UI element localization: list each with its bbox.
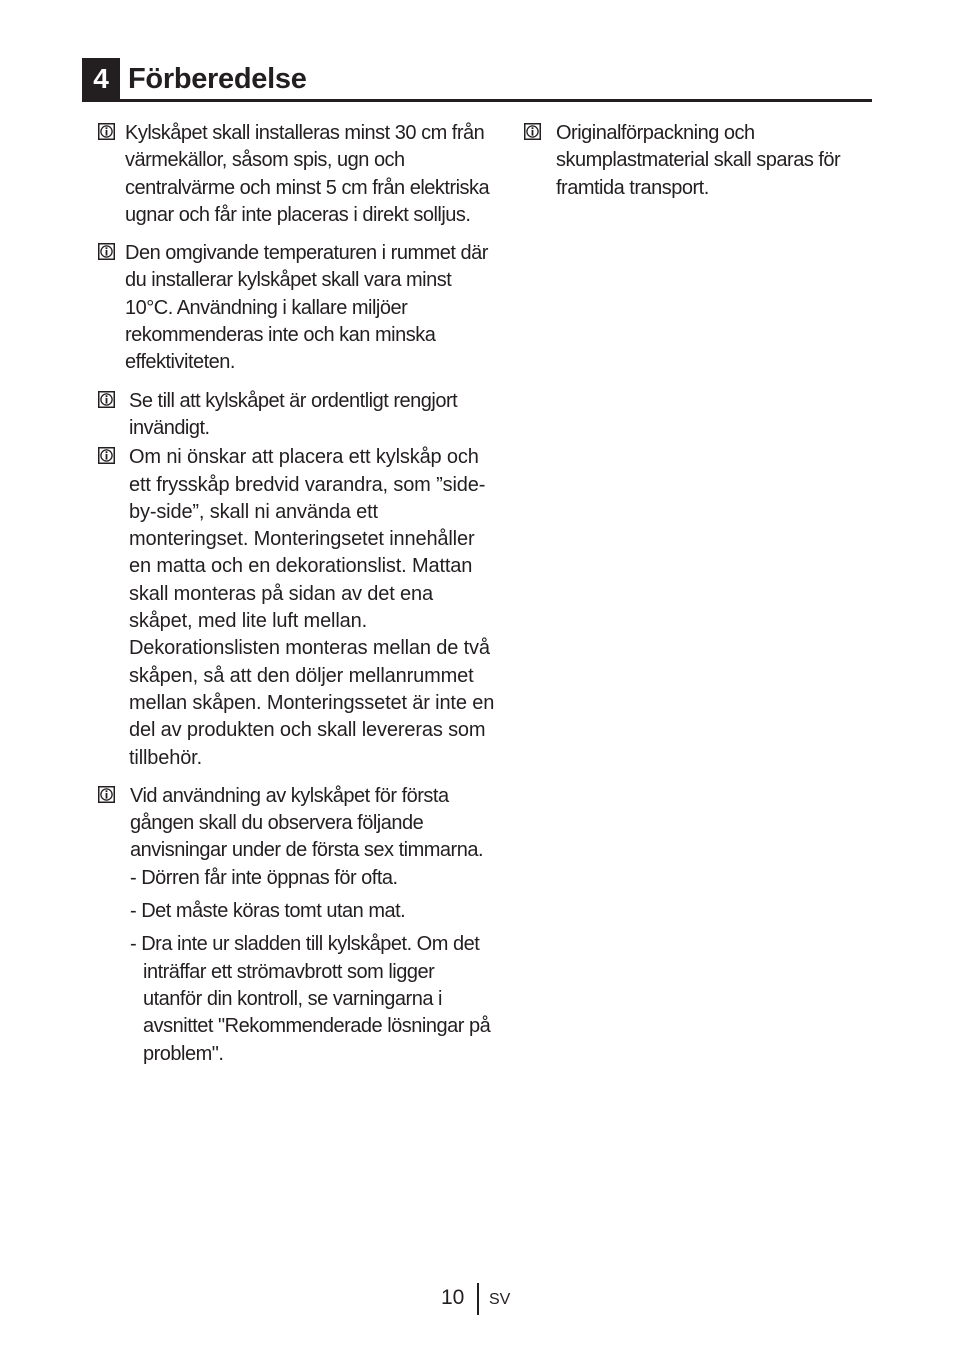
chapter-number: 4 [82, 58, 120, 100]
list-item: - Dörren får inte öppnas för ofta. [130, 866, 398, 889]
note-room-temperature [98, 240, 498, 376]
note-text: Om ni önskar att placera ett kylskåp och ett frysskåp bredvid varandra, som ”side-by-side”, skall ni använda ett monteringset. Monteringsetet innehåller en matta och en dekorationslist. Mattan skall monteras på sidan av det ena skåpet, med lite luft mellan. Dekorationslisten monteras mellan de två skåpen, så att den döljer mellanrummet mellan skåpen. Monteringssetet är inte en del av produkten och skall levereras som tillbehör. [129, 446, 495, 769]
info-icon [98, 391, 115, 408]
info-icon [98, 786, 115, 803]
note-text: Kylskåpet skall installeras minst 30 cm från värmekällor, såsom spis, ugn och centralvärme och minst 5 cm från elektriska ugnar och får inte placeras i direkt solljus. [125, 122, 490, 226]
footer-divider [477, 1283, 479, 1315]
page-title: Förberedelse [128, 63, 307, 95]
chapter-header [82, 58, 872, 102]
note-text: Den omgivande temperaturen i rummet där du installerar kylskåpet skall vara minst 10°C. Användning i kallare miljöer rekommenderas inte och kan minska effektiviteten. [125, 242, 488, 374]
language-code: SV [489, 1291, 511, 1308]
page-number: 10 [441, 1286, 465, 1309]
note-text: Se till att kylskåpet är ordentligt rengjort invändigt. [129, 389, 458, 439]
page-footer [0, 1283, 954, 1315]
info-icon [98, 243, 115, 260]
note-cleaning [98, 388, 498, 443]
right-column [524, 120, 874, 213]
list-item: - Dra inte ur sladden till kylskåpet. Om det inträffar ett strömavbrott som ligger utanför din kontroll, se varningarna i avsnittet "Rekommenderade lösningar på problem". [130, 933, 491, 1065]
info-icon [524, 123, 541, 140]
list-item: - Det måste köras tomt utan mat. [130, 900, 406, 923]
note-text: Originalförpackning och skumplastmaterial skall sparas för framtida transport. [556, 122, 841, 199]
note-first-use [98, 783, 498, 1068]
first-use-instructions [130, 865, 498, 1068]
note-text: Vid användning av kylskåpet för första gången skall du observera följande anvisningar under de första sex timmarna. [130, 784, 484, 862]
note-installation-distance [98, 120, 498, 229]
note-side-by-side [98, 444, 498, 772]
note-packaging [524, 120, 874, 202]
info-icon [98, 447, 115, 464]
left-column [98, 120, 498, 1079]
info-icon [98, 123, 115, 140]
